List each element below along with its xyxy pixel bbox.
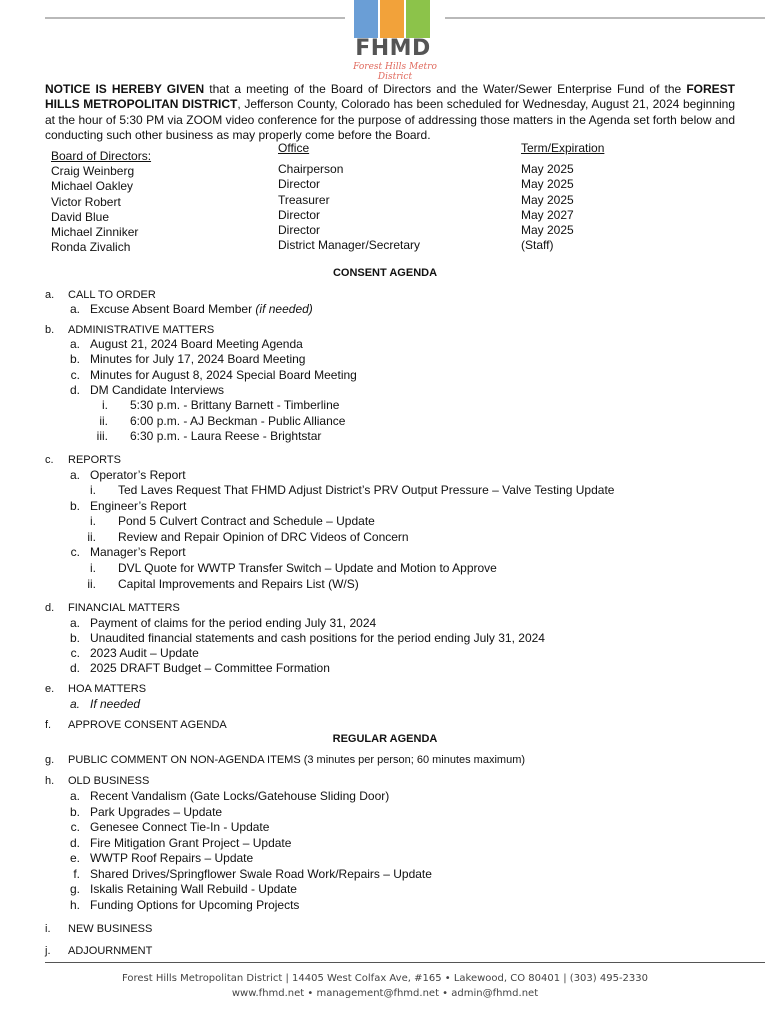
item-marker: i. — [90, 561, 96, 575]
board-member-term: (Staff) — [521, 238, 554, 253]
board-directors-header: Board of Directors: — [51, 149, 152, 163]
item-text: Unaudited financial statements and cash positions for the period ending July 31, 2024 — [90, 631, 545, 645]
item-text: August 21, 2024 Board Meeting Agenda — [90, 337, 303, 351]
board-member-name: Michael Zinniker — [51, 225, 139, 240]
item-text: Engineer’s Report — [90, 499, 187, 513]
board-member-term: May 2025 — [521, 192, 574, 207]
item-marker: a. — [69, 468, 80, 482]
notice-lead: NOTICE IS HEREBY GIVEN — [45, 82, 205, 96]
item-text: Fire Mitigation Grant Project – Update — [90, 836, 292, 850]
item-marker: d. — [69, 661, 80, 675]
item-marker: c. — [70, 820, 80, 834]
item-text: 6:00 p.m. - AJ Beckman - Public Alliance — [130, 414, 346, 428]
notice-text-2: , Jefferson County, Colorado has been scheduled for Wednesday, August 21, 2024 beginning at the hour of 5:30 PM via ZOOM video conference for the purpose of addressing those matters in the Agenda set forth below and conducting such other business as may properly come before the Board. — [45, 97, 736, 143]
item-text: Pond 5 Culvert Contract and Schedule – Update — [118, 514, 375, 528]
logo-color-bars — [354, 0, 430, 38]
item-marker: i. — [102, 398, 108, 412]
section-letter: b. — [45, 324, 55, 336]
item-italic-note: If needed — [90, 697, 141, 711]
item-marker: g. — [69, 882, 80, 896]
item-marker: c. — [70, 646, 80, 660]
item-marker: d. — [69, 836, 80, 850]
header-rule-right — [445, 17, 765, 19]
item-text: Park Upgrades – Update — [90, 805, 223, 819]
item-text: Iskalis Retaining Wall Rebuild - Update — [90, 882, 297, 896]
section-letter: i. — [45, 923, 51, 935]
item-marker: i. — [90, 483, 96, 497]
item-text: Recent Vandalism (Gate Locks/Gatehouse Sliding Door) — [90, 789, 390, 803]
section-title: ADMINISTRATIVE MATTERS — [68, 324, 215, 336]
item-marker: ii. — [87, 530, 96, 544]
section-title: HOA MATTERS — [68, 683, 147, 695]
item-italic-note: (if needed) — [255, 302, 313, 316]
board-member-name: David Blue — [51, 209, 110, 224]
consent-agenda-heading: CONSENT AGENDA — [332, 267, 438, 279]
footer-address: Forest Hills Metropolitan District | 14405 West Colfax Ave, #165 • Lakewood, CO 80401 | (303) 495-2330 — [121, 973, 649, 984]
office-header: Office — [278, 141, 310, 155]
section-title: REPORTS — [68, 454, 121, 466]
item-marker: a. — [69, 302, 80, 316]
header-rule-left — [45, 17, 345, 19]
notice-paragraph — [45, 82, 735, 144]
logo-bar-blue — [354, 0, 378, 38]
item-text: 2025 DRAFT Budget – Committee Formation — [90, 661, 330, 675]
board-member-office: District Manager/Secretary — [278, 238, 421, 253]
board-member-term: May 2025 — [521, 177, 574, 192]
logo-bar-green — [406, 0, 430, 38]
section-letter: c. — [45, 454, 54, 466]
board-member-term: May 2025 — [521, 223, 574, 238]
item-text: Minutes for July 17, 2024 Board Meeting — [90, 352, 306, 366]
section-title: FINANCIAL MATTERS — [68, 602, 180, 614]
item-marker: ii. — [87, 577, 96, 591]
fhmd-logo — [345, 0, 445, 80]
item-marker: d. — [69, 383, 80, 397]
item-marker: c. — [70, 545, 80, 559]
item-text: Minutes for August 8, 2024 Special Board Meeting — [90, 368, 357, 382]
logo-tagline: Forest Hills Metro District — [353, 62, 437, 82]
section-title: PUBLIC COMMENT ON NON-AGENDA ITEMS (3 minutes per person; 60 minutes maximum) — [68, 754, 526, 766]
item-text: WWTP Roof Repairs – Update — [90, 851, 254, 865]
item-text: 6:30 p.m. - Laura Reese - Brightstar — [130, 429, 322, 443]
section-letter: g. — [45, 754, 55, 766]
item-marker: iii. — [96, 429, 108, 443]
section-title: CALL TO ORDER — [68, 289, 156, 301]
item-marker: f. — [73, 867, 80, 881]
item-text: Ted Laves Request That FHMD Adjust District’s PRV Output Pressure – Valve Testing Update — [118, 483, 615, 497]
section-letter: j. — [45, 945, 51, 957]
board-member-name: Craig Weinberg — [51, 164, 135, 179]
board-member-term: May 2027 — [521, 207, 574, 222]
item-marker: i. — [90, 514, 96, 528]
item-marker: ii. — [99, 414, 108, 428]
item-marker: b. — [69, 631, 80, 645]
section-letter: h. — [45, 775, 55, 787]
board-names-column — [51, 148, 151, 255]
section-title: APPROVE CONSENT AGENDA — [68, 719, 227, 731]
item-text: 5:30 p.m. - Brittany Barnett - Timberline — [130, 398, 340, 412]
item-marker: b. — [69, 805, 80, 819]
item-text: Operator’s Report — [90, 468, 186, 482]
item-text-wrap — [90, 302, 313, 316]
notice-district: FOREST HILLS METROPOLITAN DISTRICT — [45, 82, 735, 112]
board-member-office: Director — [278, 207, 321, 222]
item-text: DVL Quote for WWTP Transfer Switch – Update and Motion to Approve — [118, 561, 497, 575]
item-marker: a. — [69, 789, 80, 803]
board-member-office: Treasurer — [278, 192, 330, 207]
section-letter: e. — [45, 683, 55, 695]
item-text: 2023 Audit – Update — [90, 646, 199, 660]
board-member-name: Michael Oakley — [51, 179, 134, 194]
section-title: ADJOURNMENT — [68, 945, 153, 957]
item-marker: b. — [69, 352, 80, 366]
footer-rule — [45, 962, 765, 963]
item-marker: e. — [69, 851, 80, 865]
item-text: Genesee Connect Tie-In - Update — [90, 820, 270, 834]
regular-agenda-heading: REGULAR AGENDA — [332, 733, 438, 745]
board-member-office: Director — [278, 223, 321, 238]
item-marker: a. — [69, 697, 80, 711]
item-text: Excuse Absent Board Member — [90, 302, 256, 316]
section-title: NEW BUSINESS — [68, 923, 153, 935]
board-member-office: Director — [278, 177, 321, 192]
logo-bar-orange — [380, 0, 404, 38]
board-term-column — [521, 141, 604, 253]
term-header: Term/Expiration — [521, 141, 605, 155]
item-marker: h. — [69, 898, 80, 912]
item-text: Shared Drives/Springflower Swale Road Work/Repairs – Update — [90, 867, 432, 881]
board-member-office: Chairperson — [278, 162, 344, 177]
item-marker: a. — [69, 337, 80, 351]
section-letter: a. — [45, 289, 55, 301]
item-text: Manager’s Report — [90, 545, 186, 559]
item-marker: b. — [69, 499, 80, 513]
item-text: Review and Repair Opinion of DRC Videos of Concern — [118, 530, 409, 544]
board-member-name: Ronda Zivalich — [51, 240, 131, 255]
board-office-column — [278, 141, 420, 253]
item-text: Funding Options for Upcoming Projects — [90, 898, 300, 912]
section-letter: f. — [45, 719, 52, 731]
notice-text-1: that a meeting of the Board of Directors and the Water/Sewer Enterprise Fund of the — [204, 82, 687, 96]
item-text: DM Candidate Interviews — [90, 383, 225, 397]
item-marker: c. — [70, 368, 80, 382]
logo-letters: FHMD — [355, 36, 431, 61]
board-member-term: May 2025 — [521, 162, 574, 177]
footer-contacts: www.fhmd.net • management@fhmd.net • admin@fhmd.net — [231, 988, 539, 999]
item-text: Payment of claims for the period ending July 31, 2024 — [90, 616, 377, 630]
section-letter: d. — [45, 602, 55, 614]
item-text: Capital Improvements and Repairs List (W/S) — [118, 577, 359, 591]
item-marker: a. — [69, 616, 80, 630]
section-title: OLD BUSINESS — [68, 775, 150, 787]
board-member-name: Victor Robert — [51, 194, 121, 209]
